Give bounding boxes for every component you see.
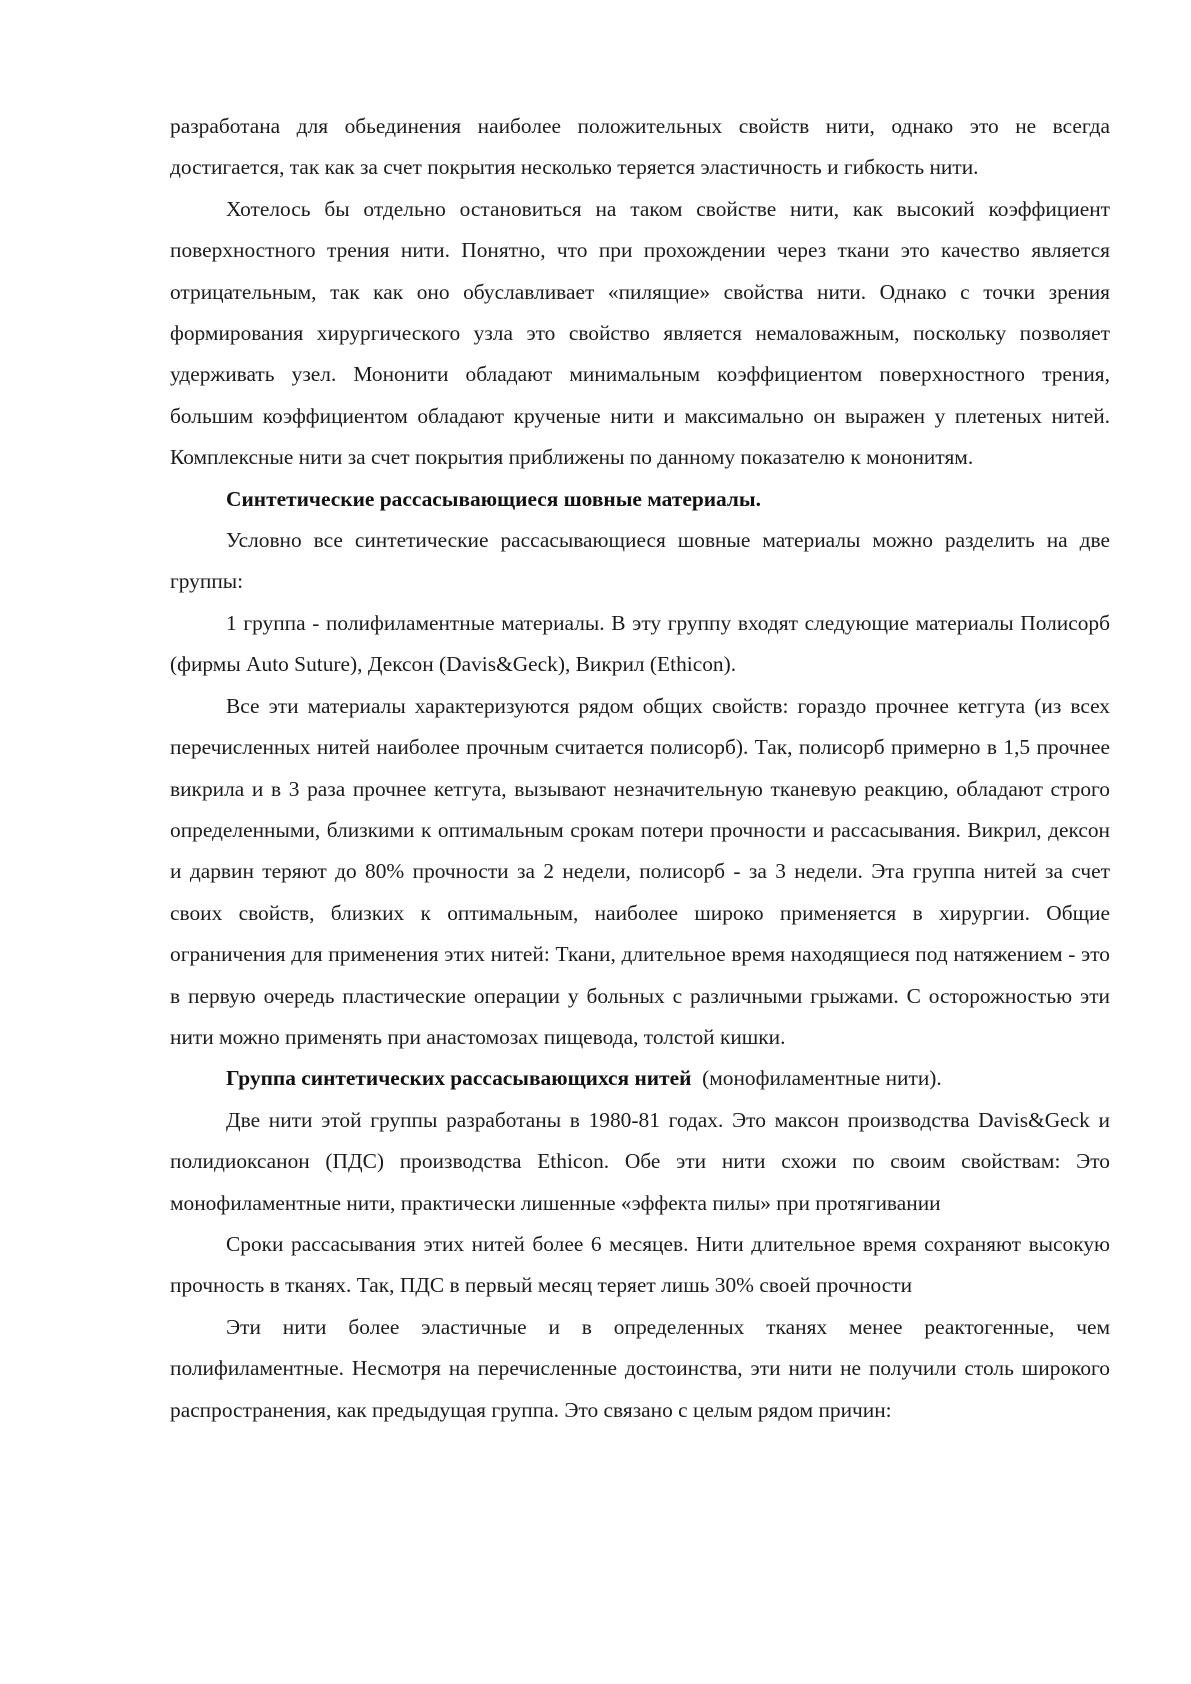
section-heading-bold-text: Группа синтетических рассасывающихся нитей xyxy=(226,1066,692,1091)
paragraph-group-one-properties: Все эти материалы характеризуются рядом общих свойств: гораздо прочнее кетгута (из всех перечисленных нитей наиболее прочным считается полисорб). Так, полисорб примерно в 1,5 прочнее викрила и в 3 раза прочнее кетгута, вызывают незначительную тканевую реакцию, обладают строго определенными, близкими к оптимальным срокам потери прочности и рассасывания. Викрил, дексон и дарвин теряют до 80% прочности за 2 недели, полисорб - за 3 недели. Эта группа нитей за счет своих свойств, близких к оптимальным, наиболее широко применяется в хирургии. Общие ограничения для применения этих нитей: Ткани, длительное время находящиеся под натяжением - это в первую очередь пластические операции у больных с различными грыжами. С осторожностью эти нити можно применять при анастомозах пищевода, толстой кишки. xyxy=(170,693,1110,1049)
section-heading-suffix: (монофиламентные нити). xyxy=(691,1066,942,1091)
paragraph-friction: Хотелось бы отдельно остановиться на таком свойстве нити, как высокий коэффициент поверхностного трения нити. Понятно, что при прохождении через ткани это качество является отрицательным, так как оно обуславливает «пилящие» свойства нити. Однако с точки зрения формирования хирургического узла это свойство является немаловажным, поскольку позволяет удерживать узел. Мононити обладают минимальным коэффициентом поверхностного трения, большим коэффициентом обладают крученые нити и максимально он выражен у плетеных нитей. Комплексные нити за счет покрытия приближены по данному показателю к мононитям. xyxy=(170,196,1110,470)
paragraph-absorption-terms: Сроки рассасывания этих нитей более 6 месяцев. Нити длительное время сохраняют высокую прочность в тканях. Так, ПДС в первый месяц теряет лишь 30% своей прочности xyxy=(170,1231,1110,1298)
paragraph-groups-intro: Условно все синтетические рассасывающиеся шовные материалы можно разделить на две группы: xyxy=(170,528,1110,594)
section-heading-text: Синтетические рассасывающиеся шовные материалы. xyxy=(226,486,761,511)
paragraph-continuation: разработана для обьединения наиболее положительных свойств нити, однако это не всегда достигается, так как за счет покрытия несколько теряется эластичность и гибкость нити. xyxy=(170,114,1110,180)
section-heading-synthetic-absorbable xyxy=(170,479,1110,520)
paragraph-monofilament-advantages: Эти нити более эластичные и в определенных тканях менее реактогенные, чем полифиламентные. Несмотря на перечисленные достоинства, эти нити не получили столь широкого распространения, как предыдущая группа. Это связано с целым рядом причин: xyxy=(170,1314,1110,1422)
document-page xyxy=(170,106,1110,1431)
paragraph-monofilament-intro: Две нити этой группы разработаны в 1980-81 годах. Это максон производства Davis&Geck и полидиоксанон (ПДС) производства Ethicon. Обе эти нити схожи по своим свойствам: Это монофиламентные нити, практически лишенные «эффекта пилы» при протягивании xyxy=(170,1107,1110,1215)
section-heading-monofilament xyxy=(170,1058,1110,1099)
paragraph-group-one: 1 группа - полифиламентные материалы. В эту группу входят следующие материалы Полисорб (фирмы Auto Suture), Дексон (Davis&Geck), Викрил (Ethicon). xyxy=(170,610,1110,677)
